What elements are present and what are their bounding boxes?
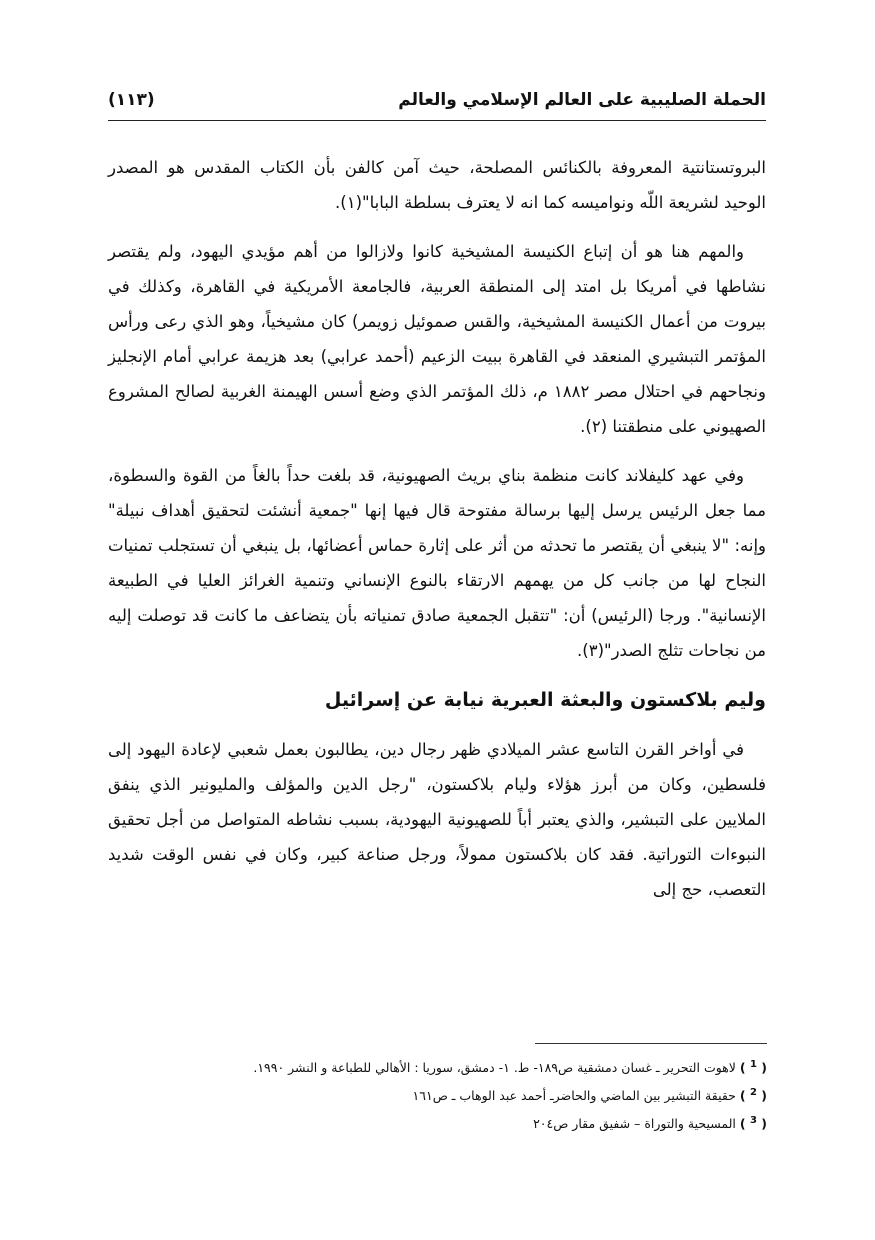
paragraph-2: والمهم هنا هو أن إتباع الكنيسة المشيخية كانوا ولازالوا من أهم مؤيدي اليهود، ولم يقتصر نشاطها في أمريكا بل امتد إلى المنطقة العربية، فالجامعة الأمريكية في القاهرة، وكذلك في بيروت من أعمال الكنيسة المشيخية، والقس صموئيل زويمر) كان مشيخياً، وهو الذي رعى ورأس المؤتمر التبشيري المنعقد في القاهرة ببيت الزعيم (أحمد عرابي) بعد هزيمة عرابي أمام الإنجليز ونجاحهم في احتلال مصر ١٨٨٢ م، ذلك المؤتمر الذي وضع أسس الهيمنة الغربية لصالح المشروع الصهيوني على منطقتنا (٢).: [108, 242, 766, 436]
footnote-marker: ( $^1$ ): [739, 1059, 767, 1076]
footnote-text: حقيقة التبشير بين الماضي والحاضرـ أحمد عبد الوهاب ـ ص١٦١: [412, 1088, 736, 1104]
footnotes: [109, 1052, 767, 1136]
footnote-3: [109, 1108, 767, 1136]
footnote-text: لاهوت التحرير ـ غسان دمشقية ص١٨٩- ط. ١- دمشق، سوريا : الأهالي للطباعة و النشر ١٩٩٠.: [253, 1060, 736, 1076]
page-number: (١١٣): [108, 90, 155, 110]
footnote-2: [109, 1080, 767, 1108]
paragraph-4: في أواخر القرن التاسع عشر الميلادي ظهر رجال دين، يطالبون بعمل شعبي لإعادة اليهود إلى فلسطين، وكان من أبرز هؤلاء وليام بلاكستون، "رجل الدين والمؤلف والمليونير الذي ينفق الملايين على التبشير، والذي يعتبر أباً للصهيونية اليهودية، بسبب نشاطه المتواصل من أجل تحقيق النبوءات التوراتية. فقد كان بلاكستون ممولاً، ورجل صناعة كبير، وكان في نفس الوقت شديد التعصب، حج إلى: [108, 740, 766, 899]
footnote-text: المسيحية والتوراة – شفيق مقار ص٢٠٤: [533, 1116, 736, 1132]
footnote-marker: ( $^3$ ): [739, 1115, 767, 1132]
footnote-1: [109, 1052, 767, 1080]
footnote-marker: ( $^2$ ): [739, 1087, 767, 1104]
paragraph-3: وفي عهد كليفلاند كانت منظمة بناي بريث الصهيونية، قد بلغت حداً بالغاً من القوة والسطوة، مما جعل الرئيس يرسل إليها برسالة مفتوحة قال فيها إنها "جمعية أنشئت لتحقيق أهداف نبيلة" وإنه: "لا ينبغي أن يقتصر ما تحدثه من أثر على إثارة حماس أعضائها، بل ينبغي أن تستجلب تمنيات النجاح لها من جانب كل من يهمهم الارتقاء بالنوع الإنساني وتنمية الغرائز العليا في الطبيعة الإنسانية". ورجا (الرئيس) أن: "تتقبل الجمعية صادق تمنياته بأن يتضاعف ما كانت قد توصلت إليه من نجاحات تثلج الصدر"(٣).: [108, 466, 766, 660]
paragraph-1: البروتستانتية المعروفة بالكنائس المصلحة، حيث آمن كالفن بأن الكتاب المقدس هو المصدر الوحيد لشريعة اللّه ونواميسه كما انه لا يعترف بسلطة البابا"(١).: [108, 158, 766, 212]
footnote-divider: [535, 1043, 767, 1044]
running-title: الحملة الصليبية على العالم الإسلامي والعالم: [398, 90, 766, 110]
body-text: [108, 150, 766, 921]
section-heading: وليم بلاكستون والبعثة العبرية نيابة عن إسرائيل: [324, 689, 766, 711]
page-header: [108, 86, 766, 121]
